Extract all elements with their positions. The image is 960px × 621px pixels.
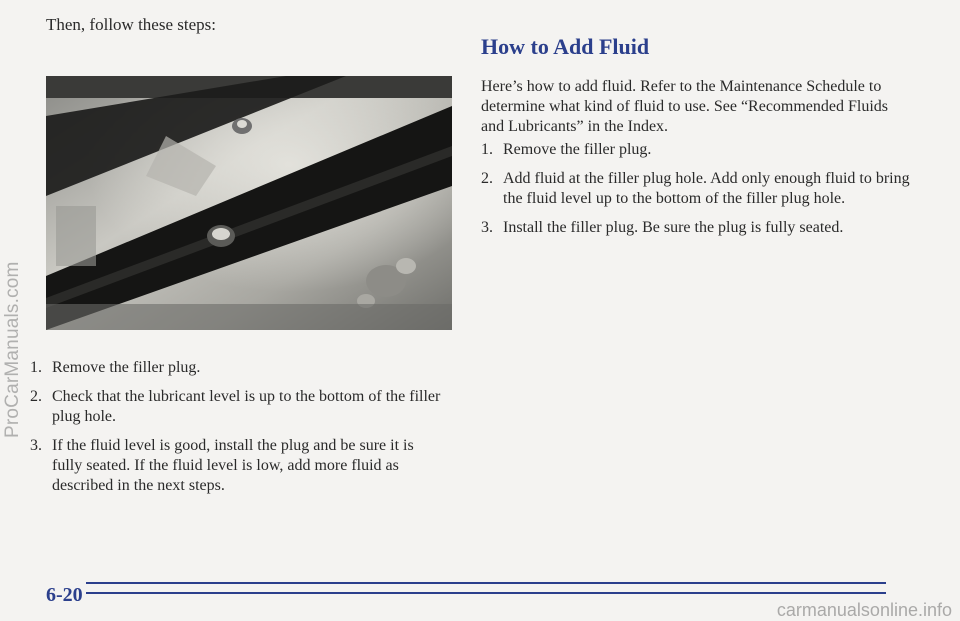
page-number: 6-20 [46, 584, 83, 606]
footer-rule [86, 582, 886, 596]
left-intro-text: Then, follow these steps: [46, 15, 216, 34]
list-item [481, 169, 913, 209]
step-number: 1. [30, 359, 42, 376]
step-text: Add fluid at the filler plug hole. Add only enough fluid to bring the fluid level up to the bottom of the filler plug hole. [503, 170, 910, 207]
step-text: Install the filler plug. Be sure the plug is fully seated. [503, 219, 844, 236]
bottom-watermark: carmanualsonline.info [776, 600, 952, 620]
list-item [30, 358, 442, 378]
list-item [481, 218, 913, 238]
footer-rule-bottom [86, 592, 886, 594]
side-watermark: ProCarManuals.com [2, 261, 23, 439]
photo-illustration [46, 76, 452, 330]
list-item [481, 140, 913, 160]
list-item [30, 387, 442, 427]
step-number: 2. [481, 170, 493, 187]
step-number: 1. [481, 141, 493, 158]
step-text: Check that the lubricant level is up to the bottom of the filler plug hole. [52, 388, 441, 425]
step-number: 2. [30, 388, 42, 405]
step-text: Remove the filler plug. [503, 141, 652, 158]
right-steps-list [481, 140, 913, 247]
step-number: 3. [30, 437, 42, 454]
step-text: If the fluid level is good, install the plug and be sure it is fully seated. If the fluid level is low, add more fluid as described in the next steps. [52, 437, 414, 494]
step-number: 3. [481, 219, 493, 236]
left-steps-list [30, 358, 442, 505]
step-text: Remove the filler plug. [52, 359, 201, 376]
section-title: How to Add Fluid [481, 34, 650, 59]
list-item [30, 436, 442, 496]
footer-rule-top [86, 582, 886, 584]
right-intro-text: Here’s how to add fluid. Refer to the Maintenance Schedule to determine what kind of fluid to use. See “Recommended Fluids and Lubricants” in the Index. [481, 78, 889, 135]
filler-plug-photo [46, 76, 452, 330]
